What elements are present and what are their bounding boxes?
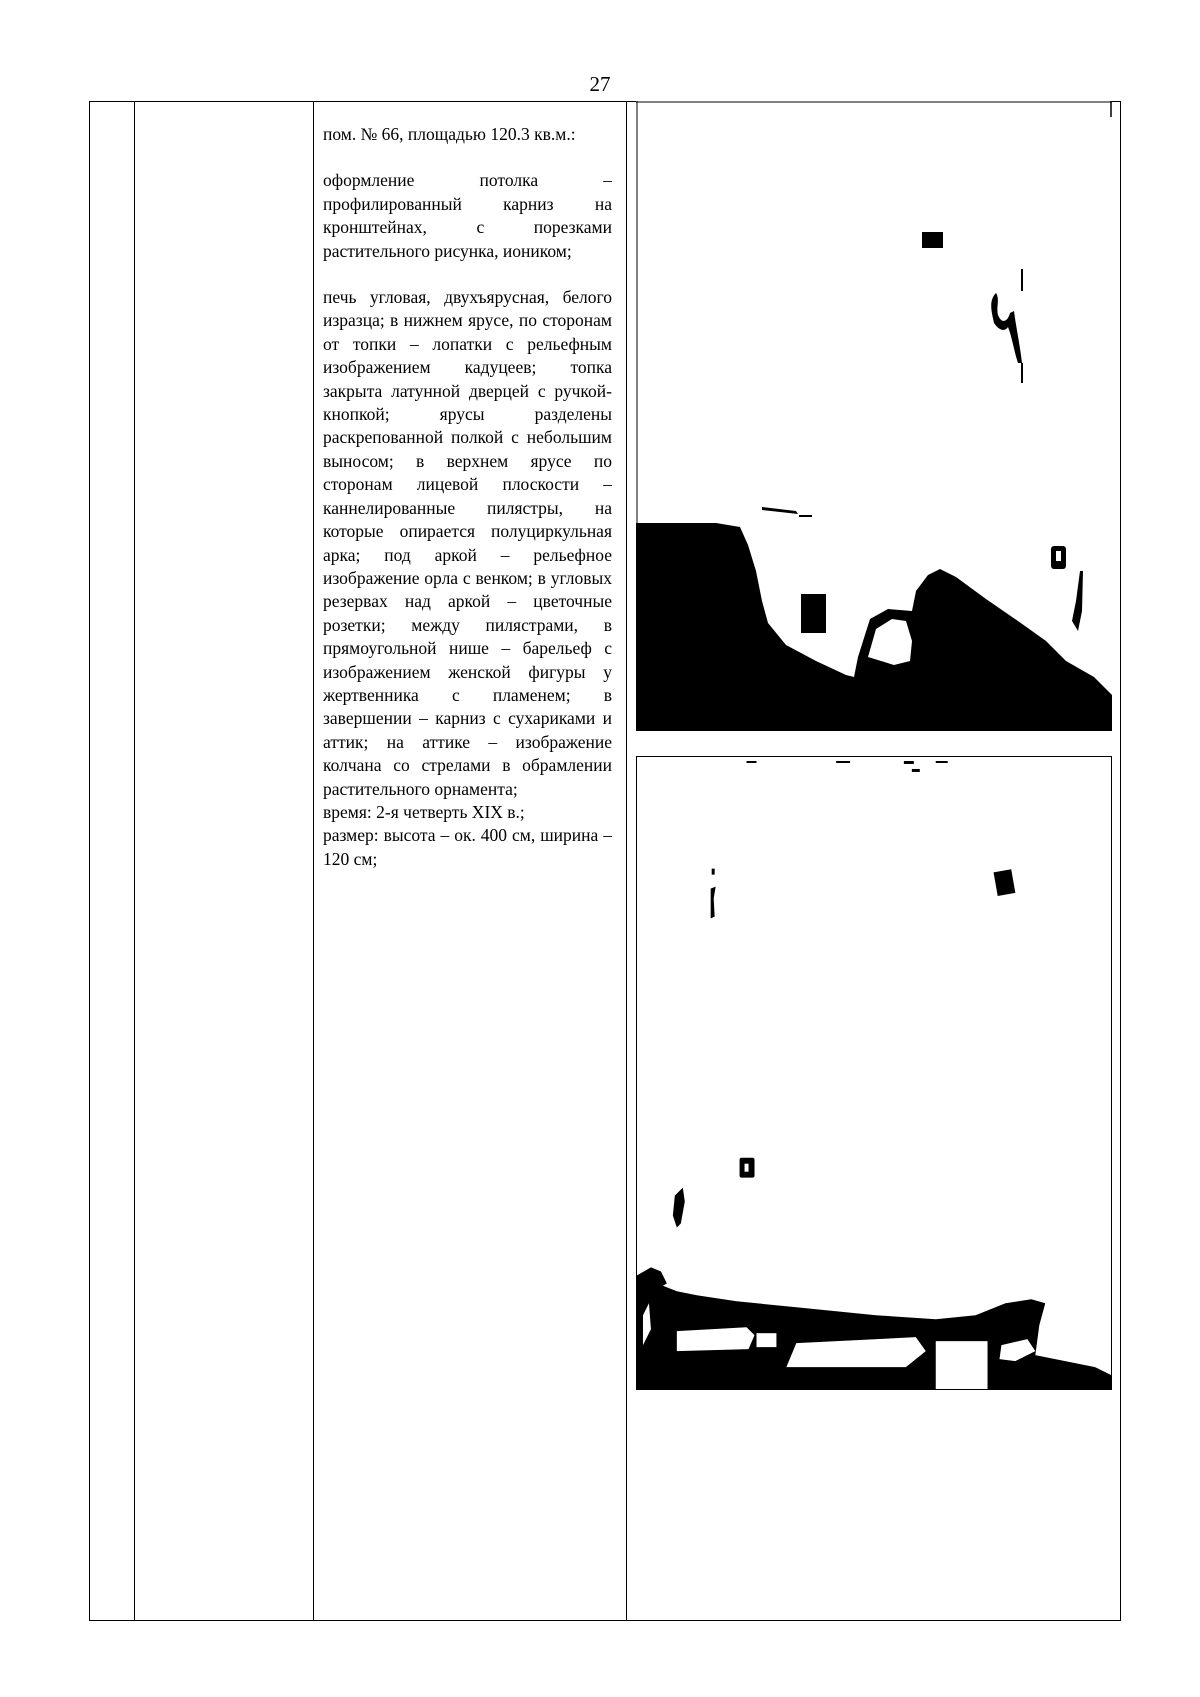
room-heading: пом. № 66, площадью 120.3 кв.м.: — [323, 124, 576, 144]
ceiling-cornice-photo — [636, 101, 1112, 731]
column-divider — [313, 102, 314, 1620]
object-description — [323, 123, 612, 871]
ceiling-description: оформление потолка – профилированный карниз на кронштейнах, с порезками растительного рисунка, иоником; — [323, 170, 612, 261]
column-divider — [626, 102, 627, 1620]
dimensions: размер: высота – ок. 400 см, ширина – 120 см; — [323, 825, 612, 869]
stove-photo — [636, 756, 1112, 1390]
column-divider — [134, 102, 135, 1620]
ceiling-cornice-photo-image — [636, 101, 1112, 731]
page-number: 27 — [589, 72, 611, 96]
stove-photo-image — [637, 757, 1111, 1389]
stove-description: печь угловая, двухъярусная, белого изразца; в нижнем ярусе, по сторонам от топки – лопатки с рельефным изображением кадуцеев; топка закрыта латунной дверцей с ручкой-кнопкой; ярусы разделены раскрепованной полкой с небольшим выносом; в верхнем ярусе по сторонам лицевой плоскости – каннелированные пилястры, на которые опирается полуциркульная арка; под аркой – рельефное изображение орла с венком; в угловых резервах над аркой – цветочные розетки; между пилястрами, в прямоугольной нише – барельеф с изображением женской фигуры у жертвенника с пламенем; в завершении – карниз с сухариками и аттик; на аттике – изображение колчана со стрелами в обрамлении растительного орнамента; — [323, 287, 612, 799]
dating: время: 2-я четверть XIX в.; — [323, 801, 525, 822]
